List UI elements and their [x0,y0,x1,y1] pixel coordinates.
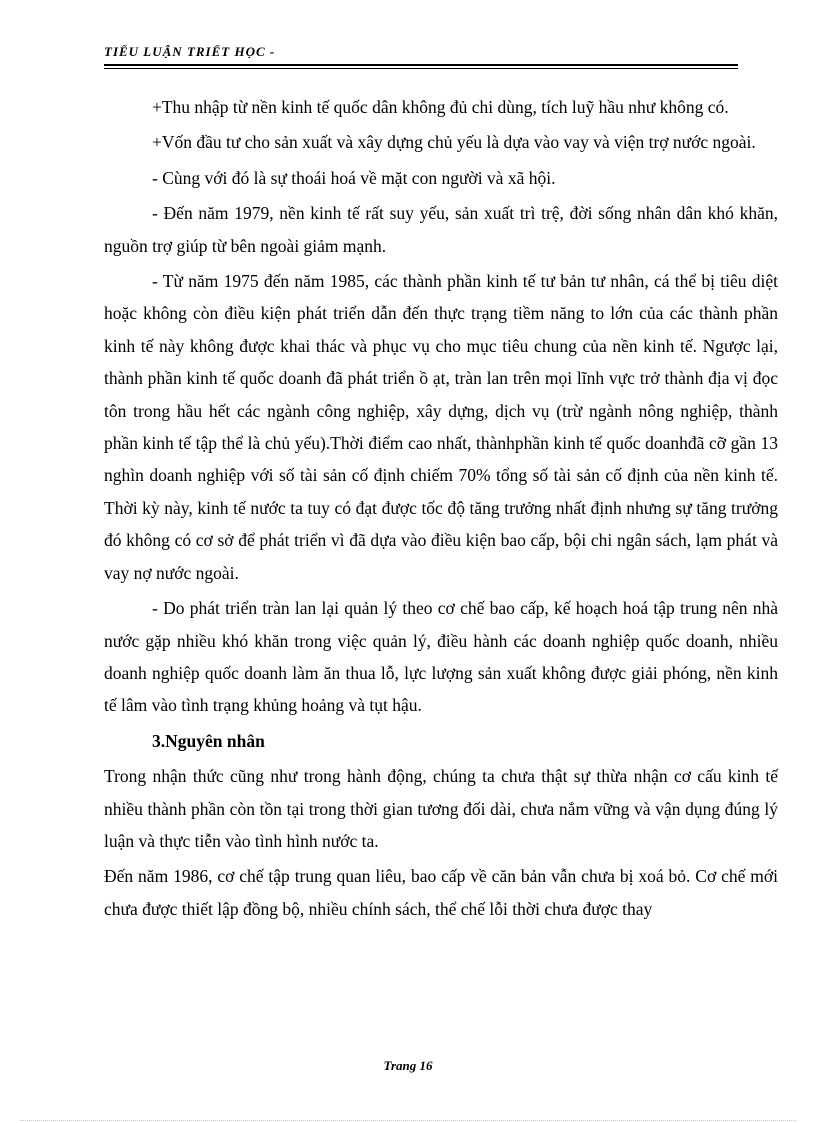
paragraph-social-decline: - Cùng với đó là sự thoái hoá về mặt con người và xã hội. [152,167,556,188]
header-rule-thick [104,64,738,66]
paragraph-1979: - Đến năm 1979, nền kinh tế rất suy yếu, sản xuất trì trệ, đời sống nhân dân khó khăn, nguồn trợ giúp từ bên ngoài giảm mạnh. [104,203,778,256]
section-heading-causes: 3.Nguyên nhân [152,730,265,751]
header-title: TIỂU LUẬN TRIẾT HỌC - [104,44,276,58]
paragraph-awareness: Trong nhận thức cũng như trong hành động, chúng ta chưa thật sự thừa nhận cơ cấu kinh tế nhiều thành phần còn tồn tại trong thời gian tương đối dài, chưa nắm vững và vận dụng đúng lý luận và thực tiễn vào tình hình nước ta. [104,766,778,851]
page-header [104,44,738,72]
paragraph-income: +Thu nhập từ nền kinh tế quốc dân không đủ chi dùng, tích luỹ hầu như không có. [152,97,729,117]
paragraph-management: - Do phát triển tràn lan lại quản lý theo cơ chế bao cấp, kế hoạch hoá tập trung nên nhà nước gặp nhiều khó khăn trong việc quản lý, điều hành các doanh nghiệp quốc doanh, nhiều doanh nghiệp quốc doanh làm ăn thua lỗ, lực lượng sản xuất không được giải phóng, nền kinh tế lâm vào tình trạng khủng hoảng và tụt hậu. [104,598,778,716]
page-bottom-border [20,1120,796,1121]
paragraph-1975-1985: - Từ năm 1975 đến năm 1985, các thành phần kinh tế tư bản tư nhân, cá thể bị tiêu diệt hoặc không còn điều kiện phát triển dẫn đến thực trạng tiềm năng to lớn của các thành phần kinh tế này không được khai thác và phục vụ cho mục tiêu chung của nền kinh tế. Ngược lại, thành phần kinh tế quốc doanh đã phát triển ồ ạt, tràn lan trên mọi lĩnh vực trở thành địa vị đọc tôn trong hầu hết các ngành công nghiệp, xây dựng, dịch vụ (trừ ngành nông nghiệp, thành phần kinh tế tập thể là chủ yếu).Thời điểm cao nhất, thànhphần kinh tế quốc doanhđã cỡ gần 13 nghìn doanh nghiệp với số tài sản cố định chiếm 70% tổng số tài sản cố định của nền kinh tế. Thời kỳ này, kinh tế nước ta tuy có đạt được tốc độ tăng trưởng nhất định nhưng sự tăng trưởng đó không có cơ sở để phát triển vì đã dựa vào điều kiện bao cấp, bội chi ngân sách, lạm phát và vay nợ nước ngoài. [104,271,778,583]
body-text [104,91,778,925]
header-rule-thin [104,68,738,69]
paragraph-investment: +Vốn đầu tư cho sản xuất và xây dựng chủ yếu là dựa vào vay và viện trợ nước ngoài. [152,132,756,153]
page-number: Trang 16 [383,1058,433,1073]
paragraph-1986: Đến năm 1986, cơ chế tập trung quan liêu, bao cấp về căn bản vẫn chưa bị xoá bỏ. Cơ chế mới chưa được thiết lập đồng bộ, nhiều chính sách, thể chế lỗi thời chưa được thay [104,866,778,919]
